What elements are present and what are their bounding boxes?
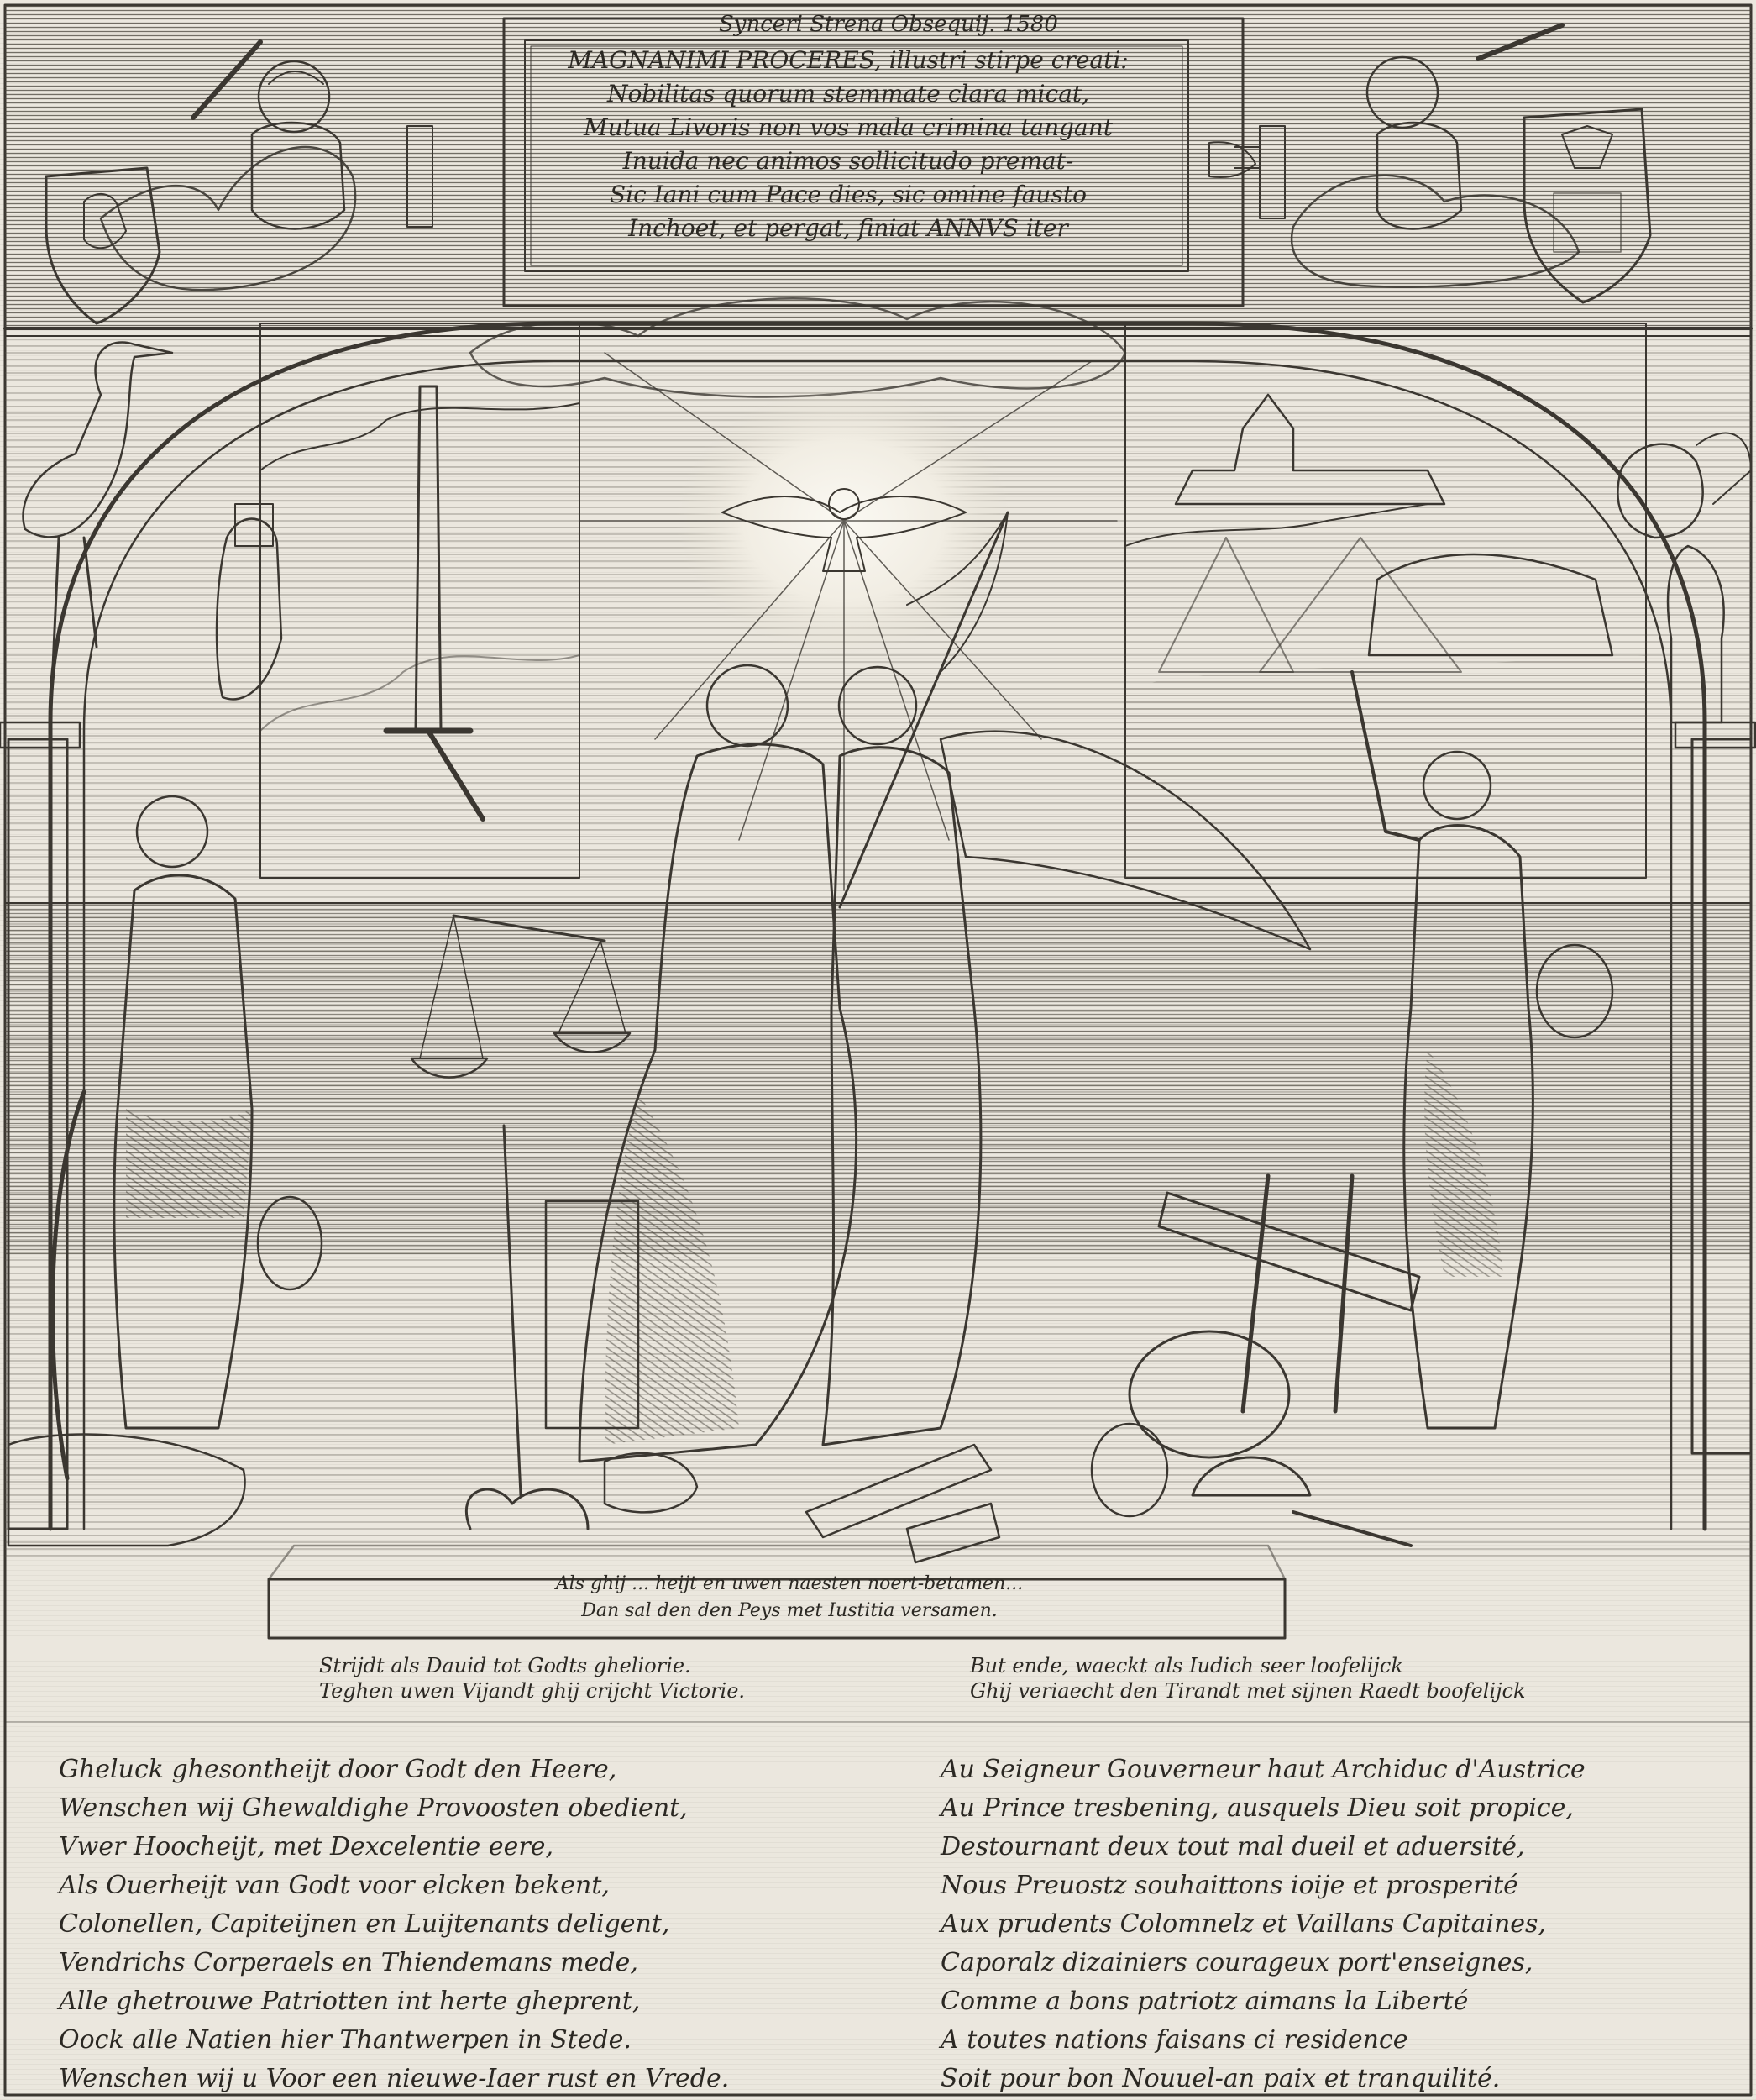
dedication-inscription: Synceri Strena Obsequij. 1580 [719,12,1058,37]
caption-judith [970,1653,1526,1704]
verse-line: A toutes nations faisans ci residence [941,2025,1408,2055]
cartouche-line: Nobilitas quorum stemmate clara micat, [606,80,1090,108]
verse-line: Vwer Hoocheijt, met Dexcelentie eere, [59,1832,553,1861]
verse-line: Caporalz dizainiers courageux port'enseignes, [941,1948,1533,1977]
cartouche-line: Sic Iani cum Pace dies, sic omine fausto [610,181,1087,208]
verse-line: Als Ouerheijt van Godt voor elcken bekent, [59,1871,610,1900]
verse-line: Gheluck ghesontheijt door Godt den Heere, [59,1755,617,1784]
verse-line: Wenschen wij u Voor een nieuwe-Iaer rust en Vrede. [59,2064,730,2093]
pedestal-inscription [370,1571,1209,1625]
pedestal-line: Als ghij ... heijt en uwen naesten noert-betamen... [555,1573,1024,1594]
caption-line: Ghij veriaecht den Tirandt met sijnen Raedt boofelijck [970,1679,1526,1703]
verse-line: Wenschen wij Ghewaldighe Provoosten obedient, [59,1793,688,1823]
cartouche-latin-verse [537,44,1159,269]
caption-line: Teghen uwen Vijandt ghij crijcht Victorie. [319,1679,746,1703]
verse-line: Soit pour bon Nouuel-an paix et tranquilité. [941,2064,1501,2093]
cartouche-line: Inuida nec animos sollicitudo premat- [622,147,1074,175]
caption-line: But ende, waeckt als Iudich seer loofelijck [970,1654,1403,1677]
cartouche-line: Mutua Livoris non vos mala crimina tangant [583,113,1113,141]
verse-line: Destournant deux tout mal dueil et aduersité, [941,1832,1525,1861]
verse-line: Vendrichs Corperaels en Thiendemans mede, [59,1948,638,1977]
verse-line: Aux prudents Colomnelz et Vaillans Capitaines, [941,1909,1546,1939]
verse-line: Nous Preuostz souhaittons ioije et prosperité [941,1871,1518,1900]
verse-line: Comme a bons patriotz aimans la Liberté [941,1987,1469,2016]
dutch-verse [59,1751,729,2098]
caption-line: Strijdt als Dauid tot Godts gheliorie. [319,1654,691,1677]
caption-david [319,1653,745,1704]
verse-line: Au Seigneur Gouverneur haut Archiduc d'Austrice [941,1755,1586,1784]
cartouche-line: MAGNANIMI PROCERES, illustri stirpe creati: [568,46,1129,74]
pedestal-line: Dan sal den den Peys met Iustitia versamen. [581,1600,998,1621]
verse-line: Oock alle Natien hier Thantwerpen in Stede. [59,2025,632,2055]
verse-line: Au Prince tresbening, ausquels Dieu soit propice, [941,1793,1574,1823]
french-verse [941,1751,1586,2098]
verse-line: Colonellen, Capiteijnen en Luijtenants deligent, [59,1909,670,1939]
verse-line: Alle ghetrouwe Patriotten int herte gheprent, [59,1987,641,2016]
cartouche-line: Inchoet, et pergat, finiat ANNVS iter [628,214,1068,242]
